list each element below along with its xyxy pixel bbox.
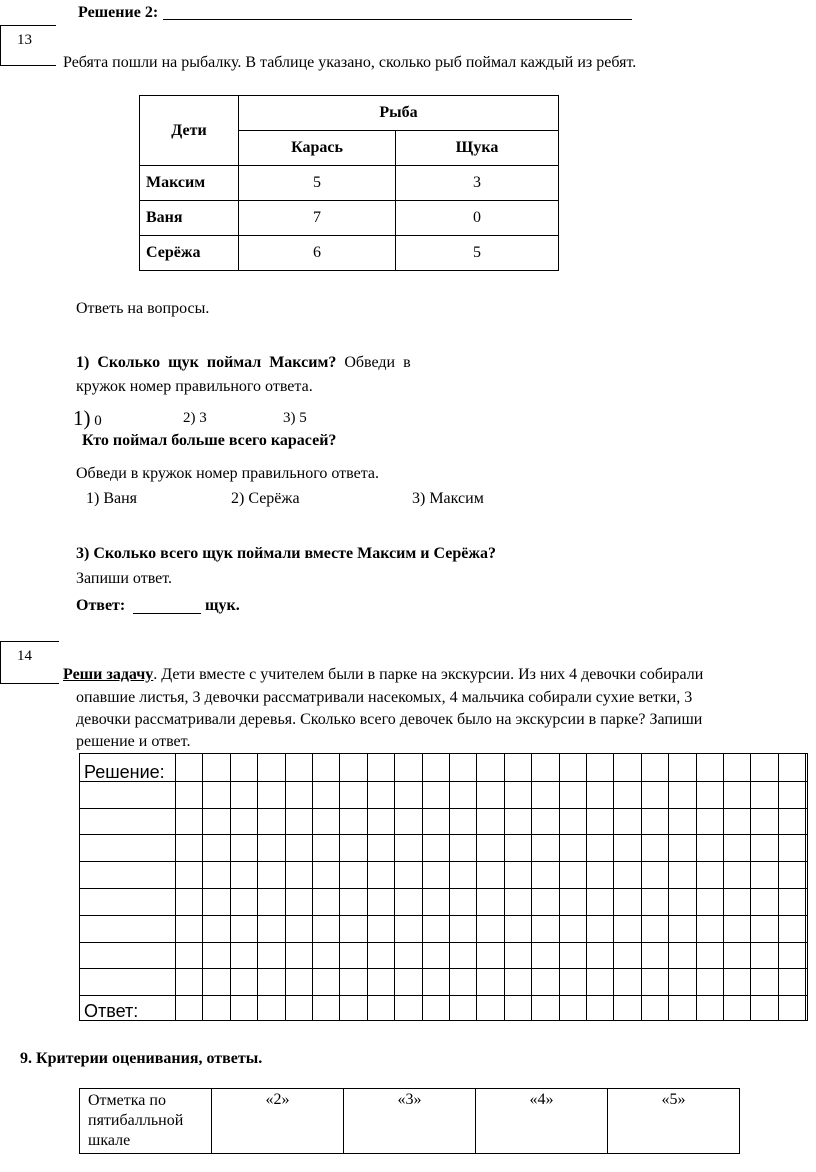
task13-intro: Ребята пошли на рыбалку. В таблице указано, сколько рыб поймал каждый из ребят. [63, 54, 637, 71]
q1-option-2[interactable]: 2) 3 [183, 410, 207, 426]
question-1-line2: кружок номер правильного ответа. [76, 378, 313, 395]
grade-5: «5» [608, 1089, 740, 1154]
grid-line [394, 754, 395, 1020]
task-number-box [0, 641, 59, 684]
grid-line [586, 754, 587, 1020]
grid-line [504, 754, 505, 1020]
question-2-instruction: Обведи в кружок номер правильного ответа. [76, 465, 379, 482]
grid-line [613, 754, 614, 1020]
grid-line [230, 754, 231, 1020]
grid-line [80, 888, 807, 889]
grid-line [80, 861, 807, 862]
grid-line [80, 995, 807, 996]
grid-line [668, 754, 669, 1020]
row-name: Ваня [140, 201, 239, 236]
kids-header: Дети [140, 96, 239, 166]
grid-line [80, 968, 807, 969]
solution-header-line [163, 19, 632, 20]
grade-2: «2» [212, 1089, 344, 1154]
grid-line [285, 754, 286, 1020]
grid-line [531, 754, 532, 1020]
grid-line [202, 754, 203, 1020]
grade-3: «3» [344, 1089, 476, 1154]
q1-option-3[interactable]: 3) 5 [283, 410, 307, 426]
grid-line [175, 754, 176, 1020]
q1-option-1-value: 0 [90, 413, 102, 429]
answer-prompt: Ответь на вопросы. [76, 300, 210, 317]
criteria-row-label: Отметка по пятибалльной шкале [80, 1089, 212, 1154]
task14-line2: опавшие листья, 3 девочки рассматривали насекомых, 4 мальчика собирали сухие ветки, 3 [76, 689, 693, 706]
grid-line [449, 754, 450, 1020]
task14-line3: девочки рассматривали деревья. Сколько всего девочек было на экскурсии в парке? Запиши [76, 711, 703, 728]
solution-header-label: Решение 2: [78, 4, 159, 21]
question-3-instruction: Запиши ответ. [76, 570, 173, 587]
q2-option-1[interactable]: 1) Ваня [86, 490, 138, 507]
grid-line [80, 808, 807, 809]
criteria-title: 9. Критерии оценивания, ответы. [20, 1050, 263, 1067]
grid-line [80, 781, 807, 782]
question-1-text: 1) Сколько щук поймал Максим? [76, 354, 337, 371]
task-number-box [0, 25, 56, 66]
grid-line [778, 754, 779, 1020]
answer-label: Ответ: [76, 597, 126, 614]
q1-option-1[interactable] [73, 406, 102, 431]
row-name: Максим [140, 166, 239, 201]
grid-solution-label: Решение: [84, 762, 165, 782]
question-3: 3) Сколько всего щук поймали вместе Максим и Серёжа? [76, 545, 496, 562]
grid-line [559, 754, 560, 1020]
carp-count: 5 [239, 166, 396, 201]
grid-line [80, 834, 807, 835]
criteria-table [79, 1088, 740, 1154]
grid-answer-label: Ответ: [84, 1001, 139, 1021]
task14-line1 [61, 666, 703, 684]
carp-count: 6 [239, 236, 396, 271]
q2-option-3[interactable]: 3) Максим [412, 490, 484, 507]
q2-option-2[interactable]: 2) Серёжа [231, 490, 300, 507]
grid-line [476, 754, 477, 1020]
pike-count: 0 [396, 201, 559, 236]
grade-4: «4» [476, 1089, 608, 1154]
grid-line [696, 754, 697, 1020]
grid-line [422, 754, 423, 1020]
table-row [140, 236, 559, 271]
grid-line [339, 754, 340, 1020]
task-number: 14 [17, 648, 32, 664]
task-number: 13 [17, 32, 32, 48]
q1-option-1-number: 1) [73, 406, 91, 430]
answer-grid[interactable] [79, 753, 808, 1021]
answer-unit: щук. [205, 597, 240, 614]
grid-line [80, 915, 807, 916]
question-1-instruction: Обведи в [336, 354, 411, 371]
pike-count: 5 [396, 236, 559, 271]
carp-count: 7 [239, 201, 396, 236]
answer-blank[interactable] [133, 613, 201, 614]
task-number-box-underline [0, 65, 56, 66]
grid-line [641, 754, 642, 1020]
pike-header: Щука [396, 131, 559, 166]
question-1 [76, 354, 411, 372]
grid-line [805, 754, 806, 1020]
carp-header: Карась [239, 131, 396, 166]
task14-line4: решение и ответ. [76, 733, 191, 750]
row-name: Серёжа [140, 236, 239, 271]
fish-table [139, 95, 559, 271]
table-row [140, 201, 559, 236]
question-2: Кто поймал больше всего карасей? [82, 432, 337, 449]
grid-line [723, 754, 724, 1020]
pike-count: 3 [396, 166, 559, 201]
fish-header: Р‌ыба [239, 96, 559, 131]
grid-line [312, 754, 313, 1020]
task14-lead: Реши задачу [63, 666, 154, 683]
grid-line [257, 754, 258, 1020]
grid-line [80, 942, 807, 943]
task-number-box-underline [0, 683, 59, 684]
grid-line [750, 754, 751, 1020]
table-row [140, 166, 559, 201]
grid-line [367, 754, 368, 1020]
task14-text: . Дети вместе с учителем были в парке на экскурсии. Из них 4 девочки собирали [153, 666, 704, 683]
